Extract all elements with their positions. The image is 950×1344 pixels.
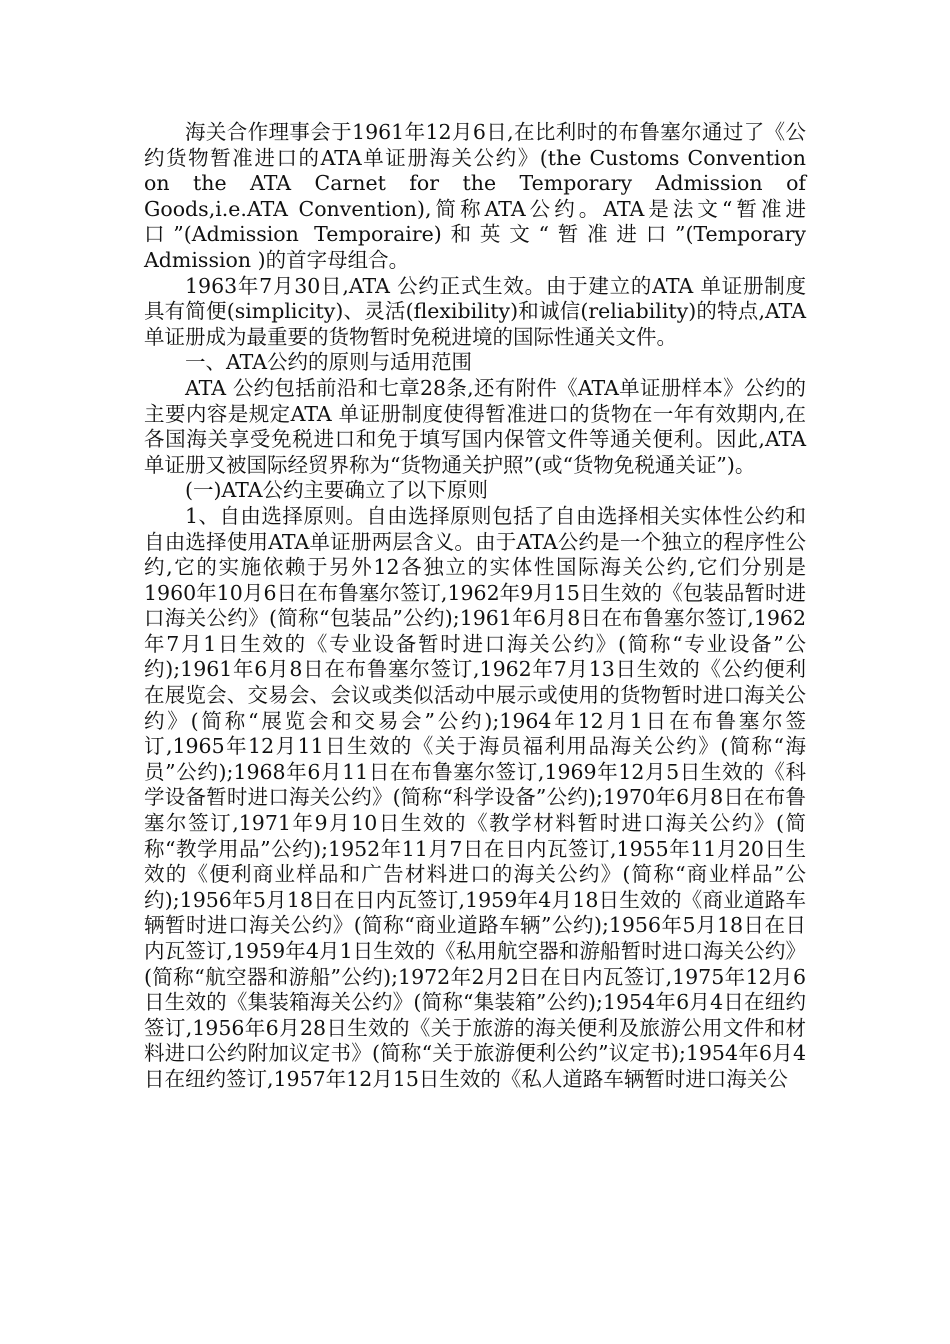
document-body (144, 120, 806, 1093)
section-heading: 一、ATA公约的原则与适用范围 (185, 350, 473, 375)
paragraph-intro: 海关合作理事会于1961年12月6日,在比利时的布鲁塞尔通过了《公约货物暂准进口的ATA单证册海关公约》(the Customs Convention on the ATA Carnet for the Temporary Admission of Goods,i.e.ATA Convention),简称ATA公约。ATA是法文“暂准进口”(Admission Temporaire)和英文“暂准进口”(Temporary Admission )的首字母组合。 (144, 120, 806, 272)
paragraph-contents: ATA 公约包括前沿和七章28条,还有附件《ATA单证册样本》公约的主要内容是规定ATA 单证册制度使得暂准进口的货物在一年有效期内,在各国海关享受免税进口和免于填写国内保管文件等通关便利。因此,ATA单证册又被国际经贸界称为“货物通关护照”(或“货物免税通关证”)。 (144, 375, 806, 477)
paragraph-free-choice: 1、自由选择原则。自由选择原则包括了自由选择相关实体性公约和自由选择使用ATA单证册两层含义。由于ATA公约是一个独立的程序性公约,它的实施依赖于另外12各独立的实体性国际海关公约,它们分别是1960年10月6日在布鲁塞尔签订,1962年9月15日生效的《包装品暂时进口海关公约》(简称“包装品”公约);1961年6月8日在布鲁塞尔签订,1962年7月1日生效的《专业设备暂时进口海关公约》(简称“专业设备”公约);1961年6月8日在布鲁塞尔签订,1962年7月13日生效的《公约便利在展览会、交易会、会议或类似活动中展示或使用的货物暂时进口海关公约》(简称“展览会和交易会”公约);1964年12月1日在布鲁塞尔签订,1965年12月11日生效的《关于海员福利用品海关公约》(简称“海员”公约);1968年6月11日在布鲁塞尔签订,1969年12月5日生效的《科学设备暂时进口海关公约》(简称“科学设备”公约);1970年6月8日在布鲁塞尔签订,1971年9月10日生效的《教学材料暂时进口海关公约》(简称“教学用品”公约);1952年11月7日在日内瓦签订,1955年11月20日生效的《便利商业样品和广告材料进口的海关公约》(简称“商业样品”公约);1956年5月18日在日内瓦签订,1959年4月18日生效的《商业道路车辆暂时进口海关公约》(简称“商业道路车辆”公约);1956年5月18日在日内瓦签订,1959年4月1日生效的《私用航空器和游船暂时进口海关公约》(简称“航空器和游船”公约);1972年2月2日在日内瓦签订,1975年12月6日生效的《集装箱海关公约》(简称“集装箱”公约);1954年6月4日在纽约签订,1956年6月28日生效的《关于旅游的海关便利及旅游公用文件和材料进口公约附加议定书》(简称“关于旅游便利公约”议定书);1954年6月4日在纽约签订,1957年12月15日生效的《私人道路车辆暂时进口海关公 (144, 503, 806, 1091)
subsection-heading: (一)ATA公约主要确立了以下原则 (185, 478, 489, 503)
paragraph-effective-date: 1963年7月30日,ATA 公约正式生效。由于建立的ATA 单证册制度具有简便(simplicity)、灵活(flexibility)和诚信(reliability)的特点,ATA单证册成为最重要的货物暂时免税进境的国际性通关文件。 (144, 273, 806, 349)
